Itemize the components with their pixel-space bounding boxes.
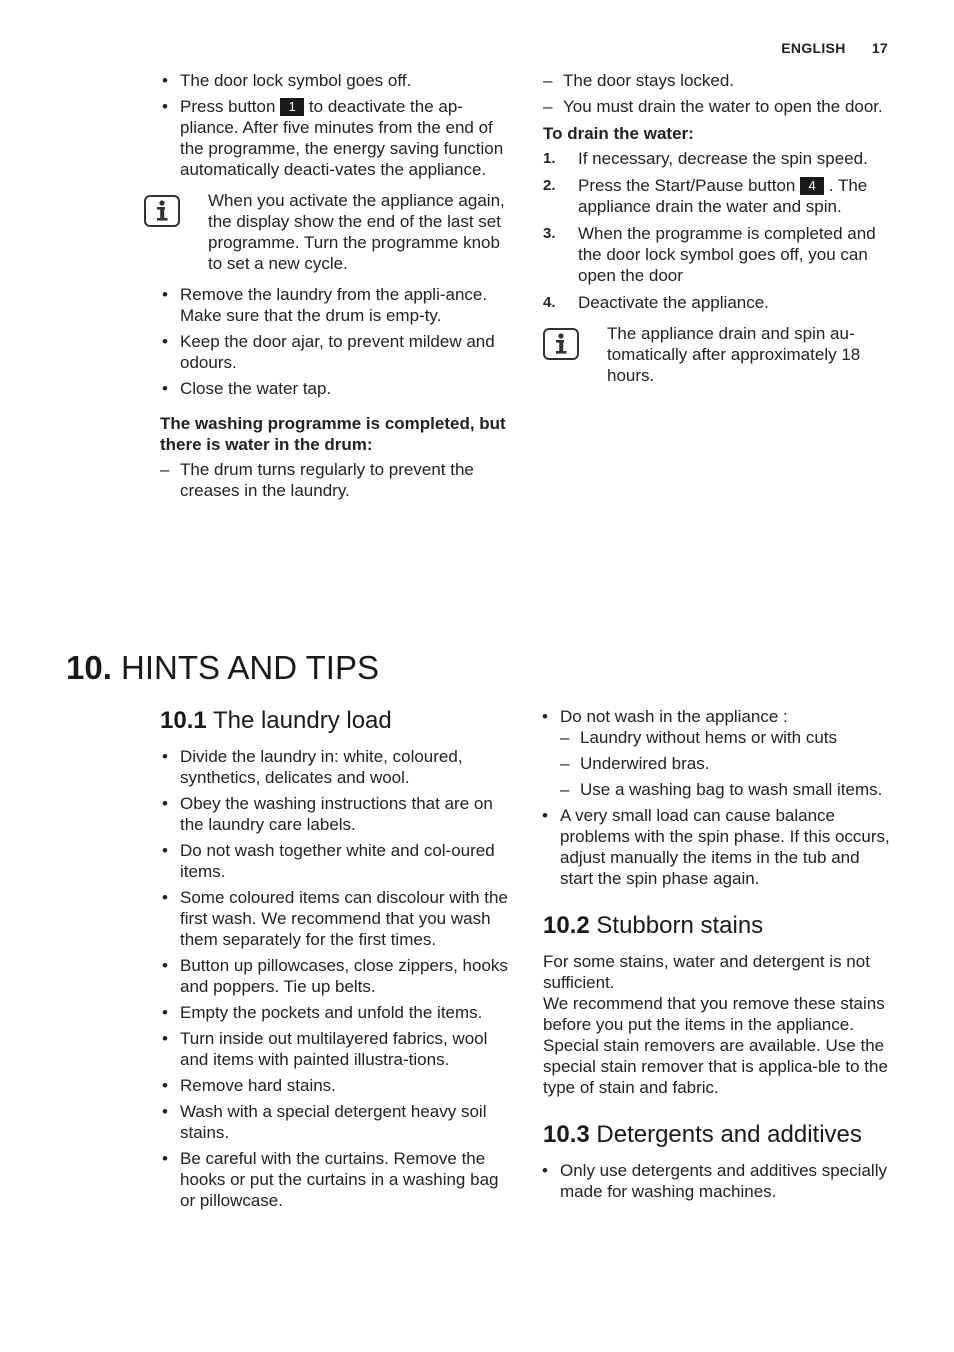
step-number: 1. [543,150,556,167]
list-item: • A very small load can cause balance problems with the spin phase. If this occurs, adjust manually the items in the tub and start the spin phase again. [540,805,895,889]
list-item: • Keep the door ajar, to prevent mildew and odours. [160,331,512,373]
bullet-text: Press button [180,97,276,116]
step-text: Press the Start/Pause button [578,176,796,195]
list-item [160,70,512,91]
dash-item: – The door stays locked. [543,70,895,91]
section-heading [543,911,895,941]
dash-item: – The drum turns regularly to prevent the creases in the laundry. [160,459,512,501]
step-text: When the programme is completed and the door lock symbol goes off, you can open the door [578,224,876,285]
list-item: • Obey the washing instructions that are on the laundry care labels. [160,793,512,835]
info-icon [144,195,180,227]
language-label: ENGLISH [781,40,846,56]
list-item [160,96,512,180]
step-item [543,292,895,313]
page-number: 17 [871,40,888,56]
section-heading [160,706,512,736]
dash-item: – Underwired bras. [560,753,895,774]
chapter-number: 10. [66,649,112,686]
step-text: Deactivate the appliance. [578,293,769,312]
top-right-column [543,70,895,396]
list-item: • Remove the laundry from the appli-ance. Make sure that the drum is emp-ty. [160,284,512,326]
list-item: • Turn inside out multilayered fabrics, wool and items with painted illustra-tions. [160,1028,512,1070]
section-number: 10.3 [543,1121,590,1148]
bullet-text: to deactivate the ap-pliance. After five minutes from the end of the programme, the energy saving function automatically deacti-vates the appliance. [180,97,504,179]
step-item [543,175,895,217]
page-header [781,38,888,59]
info-text: The appliance drain and spin au-tomatically after approximately 18 hours. [607,324,861,385]
paragraph-line: For some stains, water and detergent is not sufficient. [543,952,870,992]
section-number: 10.1 [160,707,207,734]
section-title: Stubborn stains [596,912,764,939]
list-item: • Do not wash together white and col-oured items. [160,840,512,882]
list-item: • Wash with a special detergent heavy soil stains. [160,1101,512,1143]
section-heading [543,1120,895,1150]
info-note [144,190,512,274]
list-item: • Button up pillowcases, close zippers, hooks and poppers. Tie up belts. [160,955,512,997]
subheading: To drain the water: [543,124,694,143]
paragraph-line: Special stain removers are available. Use the special stain remover that is applica-ble to the type of stain and fabric. [543,1036,888,1097]
bullet-text: Do not wash in the appliance : [560,707,788,726]
step-text: If necessary, decrease the spin speed. [578,149,868,168]
chapter-title [66,648,379,688]
info-text: When you activate the appliance again, the display show the end of the last set programme. Turn the programme knob to set a new cycle. [208,191,505,273]
top-left-column [160,70,512,506]
list-item: • Divide the laundry in: white, coloured, synthetics, delicates and wool. [160,746,512,788]
section-title: Detergents and additives [596,1121,862,1148]
step-item [543,223,895,286]
list-item: • Empty the pockets and unfold the items. [160,1002,512,1023]
bottom-right-column [543,706,895,1207]
button-number-badge: 1 [280,98,304,116]
dash-item: – Use a washing bag to wash small items. [560,779,895,800]
dash-item: – You must drain the water to open the door. [543,96,895,117]
list-item: • Close the water tap. [160,378,512,399]
step-number: 2. [543,177,556,194]
list-item [540,706,895,800]
list-item: • Only use detergents and additives specially made for washing machines. [540,1160,895,1202]
bullet-text: The door lock symbol goes off. [180,71,412,90]
step-number: 3. [543,225,556,242]
dash-item: – Laundry without hems or with cuts [560,727,895,748]
list-item: • Some coloured items can discolour with the first wash. We recommend that you wash them separately for the first times. [160,887,512,950]
section-number: 10.2 [543,912,590,939]
section-title: The laundry load [212,707,392,734]
step-text: . The appliance drain the water and spin. [578,176,868,216]
bottom-left-column [160,706,512,1216]
chapter-title-text: HINTS AND TIPS [121,649,379,686]
list-item: • Be careful with the curtains. Remove the hooks or put the curtains in a washing bag or pillowcase. [160,1148,512,1211]
step-number: 4. [543,294,556,311]
button-number-badge: 4 [800,177,824,195]
list-item: • Remove hard stains. [160,1075,512,1096]
info-icon [543,328,579,360]
subheading: The washing programme is completed, but there is water in the drum: [160,414,506,454]
paragraph-line: We recommend that you remove these stains before you put the items in the appliance. [543,994,885,1034]
step-item [543,148,895,169]
info-note [543,323,895,386]
